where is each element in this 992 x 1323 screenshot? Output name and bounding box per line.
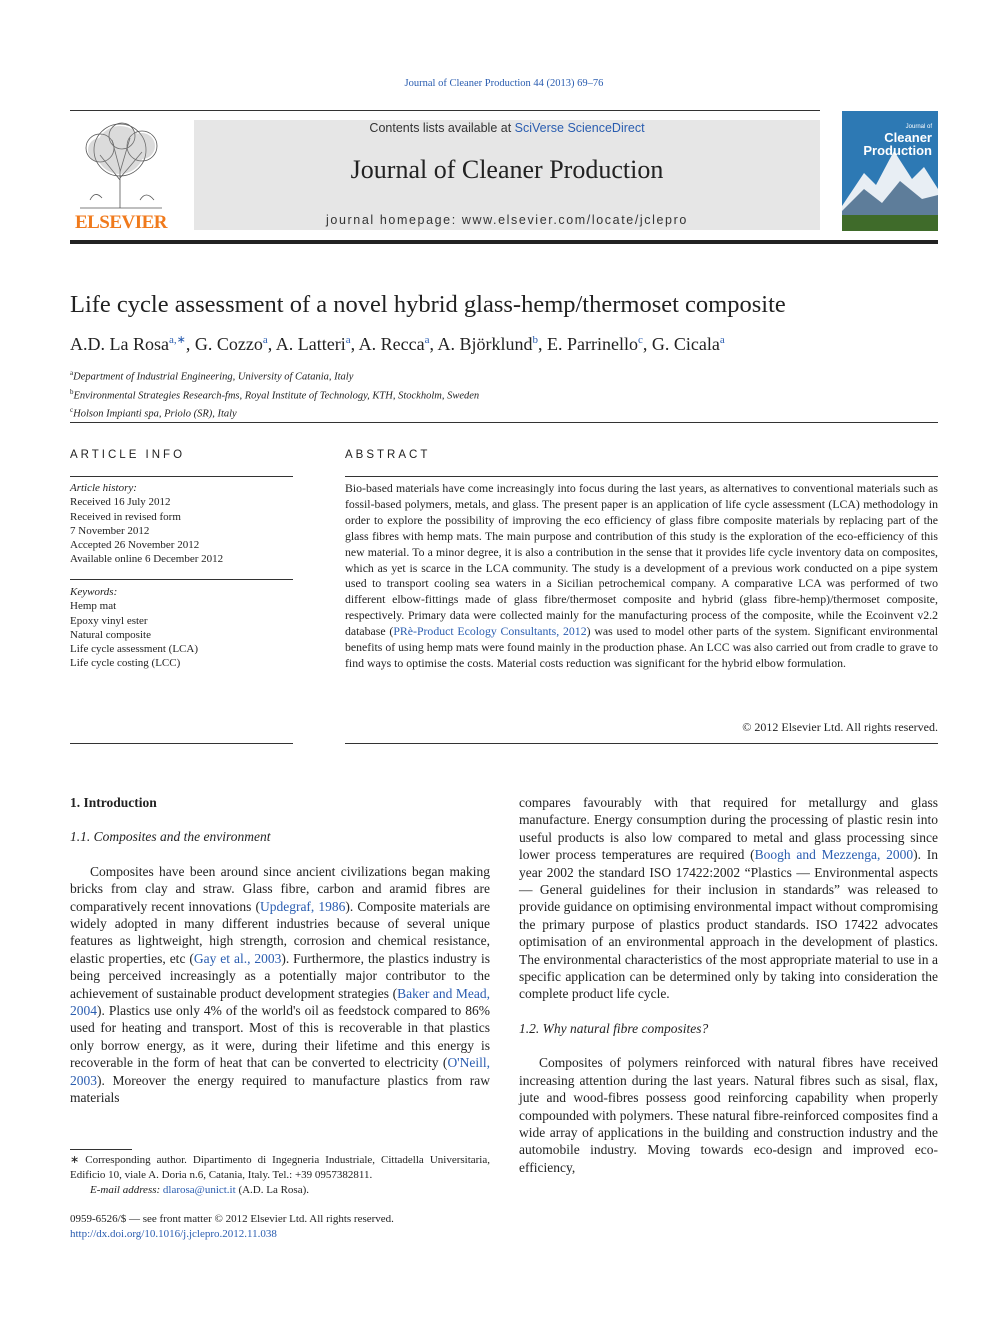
article-info-heading: ARTICLE INFO [70,449,186,461]
body-right-column [519,794,938,1176]
header-rule [70,110,820,111]
cover-line1: Cleaner [884,130,932,145]
cover-small-text: Journal of [905,124,932,130]
footnote-text: ∗ Corresponding author. Dipartimento di Ingegneria Industriale, Cittadella Universitaria, Edificio 10, viale A. Doria n.6, Catania, Italy. Tel.: +39 0957382811. [70,1154,490,1181]
subsection-heading: 1.2. Why natural fibre composites? [519,1020,709,1036]
email-label: E-mail address: [90,1184,163,1196]
paragraph-text: Composites have been around since ancient civilizations began making bricks from clay and straw. Glass fibre, carbon and aramid fibres are comparatively recent innovations ( [70,863,490,914]
sciencedirect-link[interactable]: SciVerse ScienceDirect [514,121,645,135]
affiliation-sup: c [70,406,74,414]
author[interactable]: E. Parrinello [547,334,638,354]
reference-link[interactable]: Updegraf, 1986 [259,898,346,914]
paragraph-text: ). In year 2002 the standard ISO 17422:2002 “Plastics — Environmental aspects — General guidelines for their inclusion in standards” was released to provide guidance on optimising environmental impact without compromising the primary purpose of plastics product standards. ISO 17422 advocates optimisation of an environmental approach in the development of plastics. The environmental characteristics of the most appropriate material to use in a specific application can be determined only by taking into consideration the complete product life cycle. [519,847,939,1002]
history-label: Article history: [70,482,137,494]
author-sup[interactable]: a,∗ [168,334,186,346]
affiliation-sup: b [70,387,74,396]
reference-link[interactable]: Gay et al., 2003 [193,950,282,966]
journal-title: Journal of Cleaner Production [350,155,664,184]
affiliation-text: Environmental Strategies Research-fms, Royal Institute of Technology, KTH, Stockholm, Sweden [73,390,480,401]
paragraph [70,863,490,1107]
author[interactable]: G. Cicala [651,334,720,354]
keyword: Hemp mat [70,600,117,613]
keywords-label: Keywords: [70,586,118,598]
article-history [70,481,293,567]
author[interactable]: A. Latteri [275,334,346,354]
affiliation-text: Holson Impianti spa, Priolo (SR), Italy [73,408,237,420]
abstract-text-part: Bio-based materials have come increasingly into focus during the last years, as alternatives to conventional materials such as fossil-based polymers, metals, and glass. The present paper is an application of life cycle assessment (LCA) methodology in order to explore the possibility of improving the eco efficiency of glass fibre composite materials by replacing part of the glass fibres with hemp mats. The main purpose and contribution of this study is the exploration of the eco-efficiency of this new material. To a minor degree, it is also a contribution in the sense that it provides life cycle inventory data on composites, which as yet is scarce in the LCA community. The study is a development of a previous work conducted on a pipe system used to transport cooling sea waters in a Sicilian petrochemical company. A comparative LCA was performed of two different elbow-fittings made of glass fibre/thermoset composite and hybrid (glass fibre-hemp)/thermoset composite, respectively. Primary data were collected mainly for the manufacturing process of the composite, while the Ecoinvent v2.2 database ( [345,481,938,639]
paragraph-text: ). Plastics use only 4% of the world's oil as feedstock compared to 86% used for heating and transport. Most of this is recoverable in that plastics only borrow energy, as it were, during their lifetime and this energy is recoverable in the form of heat that can be converted to electricity ( [70,1003,490,1071]
affiliation [70,366,770,385]
contents-prefix: Contents lists available at [369,121,515,135]
author-sup[interactable]: a [345,334,351,346]
reference-link[interactable]: Baker and Mead, 2004 [70,985,490,1019]
paragraph-text: ). Composite materials are widely adopted in many different industries because of several unique features as lightweight, high strength, corrosion and chemical resistance, elastic properties, etc ( [70,898,490,966]
cover-title [842,123,938,157]
keyword: Life cycle assessment (LCA) [70,643,198,656]
reference-link[interactable]: O'Neill, 2003 [70,1055,490,1088]
history-item: Received in revised form [70,510,181,523]
history-item: Available online 6 December 2012 [70,553,224,566]
section-rule [70,422,938,423]
author[interactable]: A. Björklund [437,334,533,354]
cover-line2: Production [863,143,932,158]
corresponding-author-footnote [70,1153,490,1198]
article-info-rule [70,476,293,477]
article-info-rule [70,743,293,744]
affiliation [70,385,770,404]
elsevier-wordmark: ELSEVIER [74,212,168,233]
author[interactable]: A.D. La Rosa [70,334,169,354]
journal-homepage[interactable]: journal homepage: www.elsevier.com/locate/jclepro [326,213,688,227]
issn-line: 0959-6526/$ — see front matter © 2012 Elsevier Ltd. All rights reserved. [70,1213,394,1225]
paragraph [519,794,938,1003]
masthead-bottom-rule [70,240,938,244]
keyword: Natural composite [70,628,151,641]
author-sup[interactable]: a [424,334,430,346]
email-link[interactable]: dlarosa@unict.it [162,1184,236,1196]
author-sup[interactable]: a [719,334,725,346]
author-list: A.D. La Rosa$^{a,∗}$, G. Cozzo$^a$, A. Latteri$^a$, A. Recca$^a$, A. Björklund$^b$, E. Parrinello$^c$, G. Cicala$^a$ [70,334,725,354]
reference-link[interactable]: Boogh and Mezzenga, 2000 [754,847,914,863]
keywords-block [70,585,293,671]
journal-reference[interactable]: Journal of Cleaner Production 44 (2013) 69–76 [404,78,604,89]
contents-available-line [194,121,820,135]
reference-link[interactable]: PRè-Product Ecology Consultants, 2012 [393,624,587,639]
email-line [70,1183,490,1198]
history-item: Received 16 July 2012 [70,496,171,509]
author-sup[interactable]: a [262,334,268,346]
footnote-rule [70,1149,132,1150]
abstract-heading: ABSTRACT [345,449,431,461]
affiliations [70,366,770,422]
paragraph-text: compares favourably with that required for metallurgy and glass manufacture. Energy consumption during the processing of plastic resin into useful products is also low compared to metal and glass processing since lower process temperatures are required ( [519,795,938,863]
affiliation-sup: a [70,369,74,377]
body-left-column [70,794,490,1107]
affiliation-text: Department of Industrial Engineering, University of Catania, Italy [73,371,354,383]
author[interactable]: G. Cozzo [194,334,263,354]
article-title: Life cycle assessment of a novel hybrid glass-hemp/thermoset composite [70,291,786,318]
paragraph-text: ). Furthermore, the plastics industry is being perceived increasingly as a potentially major contributor to the achievement of sustainable product development strategies ( [70,950,490,1001]
author[interactable]: A. Recca [358,334,425,354]
copyright-notice: © 2012 Elsevier Ltd. All rights reserved. [742,720,938,734]
paragraph-text: ). Moreover the energy required to manufacture plastics from raw materials [70,1072,490,1106]
issn-doi-block [70,1212,570,1242]
keyword: Life cycle costing (LCC) [70,657,181,670]
subsection-heading: 1.1. Composites and the environment [70,829,271,845]
email-suffix: (A.D. La Rosa). [235,1184,310,1196]
affiliation [70,403,770,422]
article-info-rule [70,579,293,580]
history-item: 7 November 2012 [70,524,150,537]
abstract-rule [345,476,938,477]
history-item: Accepted 26 November 2012 [70,539,200,552]
abstract-text [345,481,938,672]
journal-cover-image[interactable] [842,111,938,231]
paragraph: Composites of polymers reinforced with natural fibres have received increasing attention during the last years. Natural fibres such as sisal, flax, jute and wood-fibres possess good reinforcing capability when properly compounded with polymers. These natural fibre-reinforced composites find a wide array of applications in the building and construction industry and the automobile industry. Moving towards eco-design and improved eco-efficiency, [519,1055,938,1175]
author-sup[interactable]: c [638,334,643,346]
section-heading: 1. Introduction [70,795,157,810]
doi-link[interactable]: http://dx.doi.org/10.1016/j.jclepro.2012.11.038 [70,1228,277,1240]
abstract-text-part: ) was used to model other parts of the system. Significant environmental benefits of using hemp mats were found mainly in the production phase. An LCC was also carried out from cradle to grave to find ways to optimise the costs. Material costs reduction was significant for the hybrid elbow formulation. [345,624,938,670]
keyword: Epoxy vinyl ester [70,614,148,627]
abstract-rule [345,743,938,744]
author-sup[interactable]: b [532,334,539,346]
